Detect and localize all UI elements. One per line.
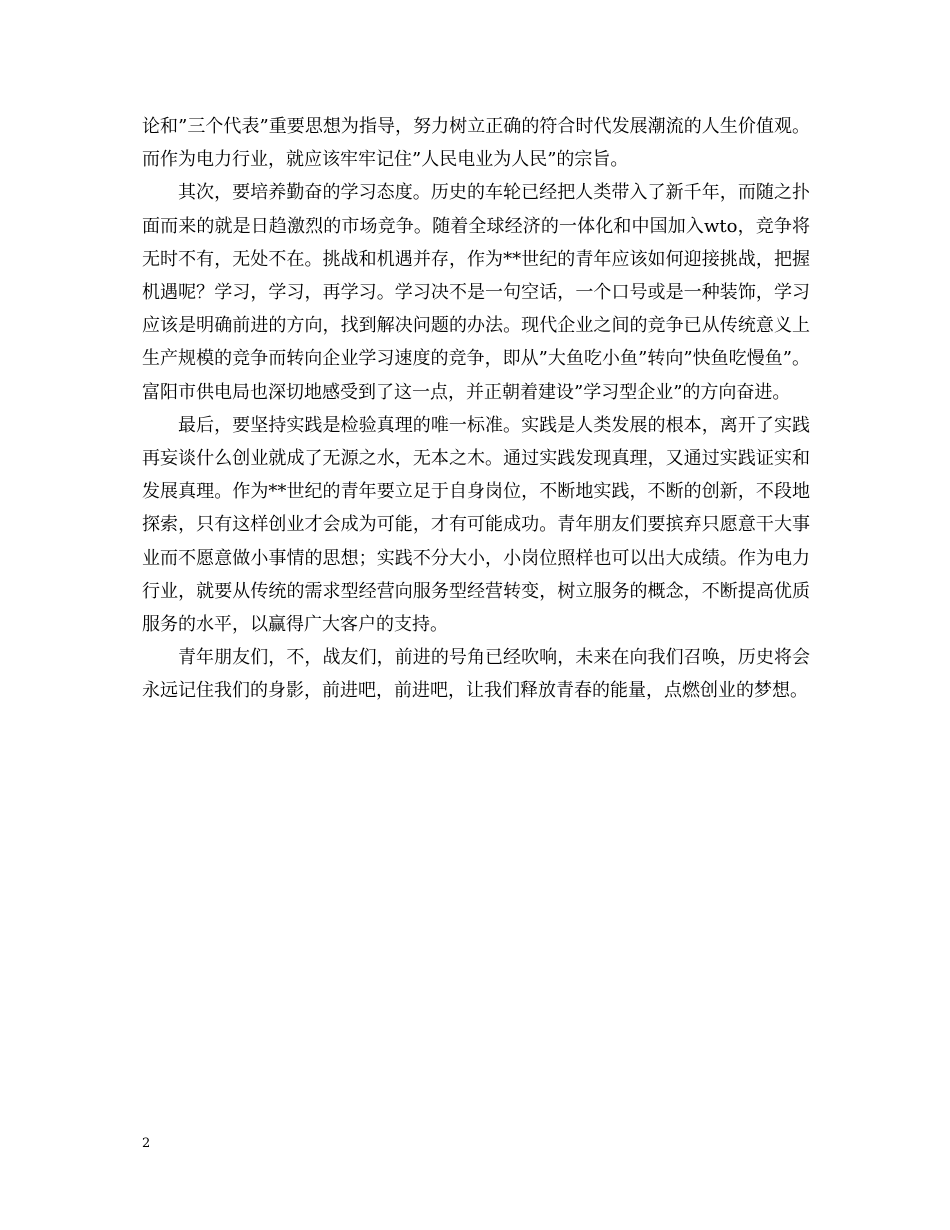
- paragraph-practice: 最后，要坚持实践是检验真理的唯一标准。实践是人类发展的根本，离开了实践再妄谈什么创业就成了无源之水，无本之木。通过实践发现真理，又通过实践证实和发展真理。作为**世纪的青年要立足于自身岗位，不断地实践，不断的创新，不段地探索，只有这样创业才会成为可能，才有可能成功。青年朋友们要摈弃只愿意干大事业而不愿意做小事情的思想；实践不分大小，小岗位照样也可以出大成绩。作为电力行业，就要从传统的需求型经营向服务型经营转变，树立服务的概念，不断提高优质服务的水平，以赢得广大客户的支持。: [142, 414, 810, 636]
- paragraph-closing: 青年朋友们，不，战友们，前进的号角已经吹响，未来在向我们召唤，历史将会永远记住我们的身影，前进吧，前进吧，让我们释放青春的能量，点燃创业的梦想。: [142, 647, 810, 702]
- paragraph-study-attitude: 其次，要培养勤奋的学习态度。历史的车轮已经把人类带入了新千年，而随之扑面而来的就是日趋激烈的市场竞争。随着全球经济的一体化和中国加入wto，竞争将无时不有，无处不在。挑战和机遇并存，作为**世纪的青年应该如何迎接挑战，把握机遇呢？学习，学习，再学习。学习决不是一句空话，一个口号或是一种装饰，学习应该是明确前进的方向，找到解决问题的办法。现代企业之间的竞争已从传统意义上生产规模的竞争而转向企业学习速度的竞争，即从”大鱼吃小鱼”转向”快鱼吃慢鱼”。富阳市供电局也深切地感受到了这一点，并正朝着建设”学习型企业”的方向奋进。: [142, 182, 810, 403]
- page-number: 2: [142, 1136, 151, 1151]
- body-text: [142, 110, 810, 708]
- paragraph-continuation: 论和”三个代表”重要思想为指导，努力树立正确的符合时代发展潮流的人生价值观。而作为电力行业，就应该牢牢记住”人民电业为人民”的宗旨。: [142, 116, 810, 171]
